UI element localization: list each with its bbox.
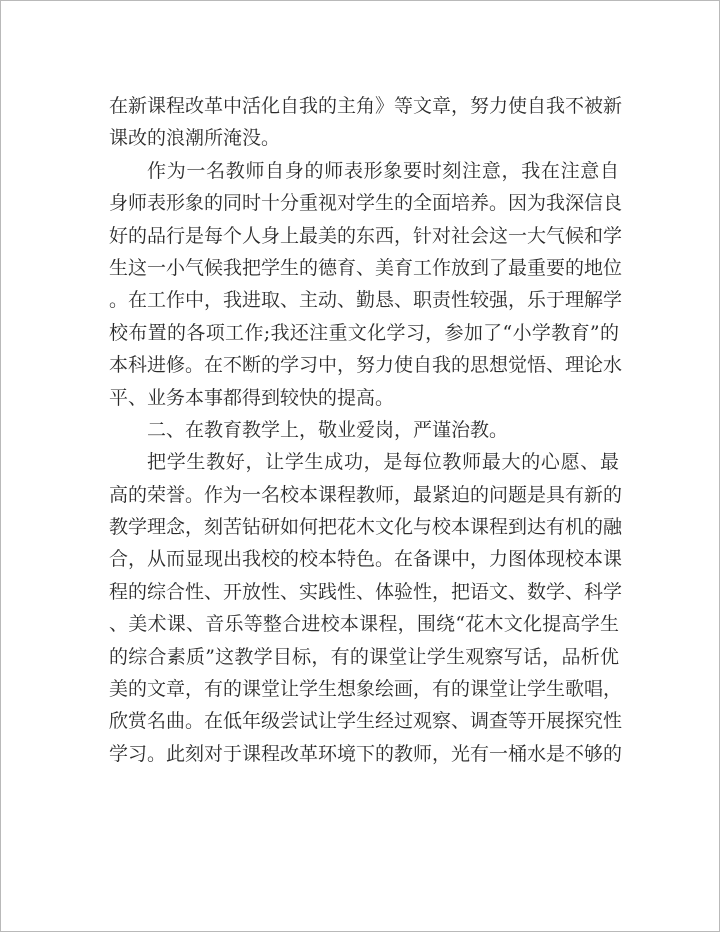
text-line: 教学理念，刻苦钻研如何把花木文化与校本课程到达有机的融 xyxy=(109,516,623,539)
text-line: 。在工作中，我进取、主动、勤恳、职责性较强，乐于理解学 xyxy=(109,289,623,312)
text-line: 好的品行是每个人身上最美的东西，针对社会这一大气候和学 xyxy=(109,224,623,247)
text-line: 学习。此刻对于课程改革环境下的教师，光有一桶水是不够的 xyxy=(109,742,623,765)
text-line: 美的文章，有的课堂让学生想象绘画，有的课堂让学生歌唱， xyxy=(109,678,623,701)
text-line: 平、业务本事都得到较快的提高。 xyxy=(109,386,395,409)
text-line: 高的荣誉。作为一名校本课程教师，最紧迫的问题是具有新的 xyxy=(109,483,623,506)
text-line: 在新课程改革中活化自我的主角》等文章，努力使自我不被新 xyxy=(109,95,623,117)
text-line: 课改的浪潮所淹没。 xyxy=(109,127,281,150)
text-line: 校布置的各项工作;我还注重文化学习，参加了“小学教育”的 xyxy=(109,321,619,344)
paragraph-first-line: 作为一名教师自身的师表形象要时刻注意，我在注意自 xyxy=(147,159,619,182)
text-line: 欣赏名曲。在低年级尝试让学生经过观察、调查等开展探究性 xyxy=(109,710,623,733)
text-line: 的综合素质”这教学目标，有的课堂让学生观察写话，品析优 xyxy=(109,645,619,668)
text-line: 生这一小气候我把学生的德育、美育工作放到了最重要的地位 xyxy=(109,256,623,279)
text-line: 本科进修。在不断的学习中，努力使自我的思想觉悟、理论水 xyxy=(109,354,623,377)
section-heading: 二、在教育教学上，敬业爱岗，严谨治教。 xyxy=(147,418,509,441)
text-line: 身师表形象的同时十分重视对学生的全面培养。因为我深信良 xyxy=(109,192,623,215)
text-line: 程的综合性、开放性、实践性、体验性，把语文、数学、科学 xyxy=(109,580,623,603)
text-line: 、美术课、音乐等整合进校本课程，围绕“花木文化提高学生 xyxy=(109,613,619,636)
document-body xyxy=(109,90,623,770)
text-line: 合，从而显现出我校的校本特色。在备课中，力图体现校本课 xyxy=(109,548,623,571)
paragraph-first-line: 把学生教好，让学生成功，是每位教师最大的心愿、最 xyxy=(147,451,619,474)
